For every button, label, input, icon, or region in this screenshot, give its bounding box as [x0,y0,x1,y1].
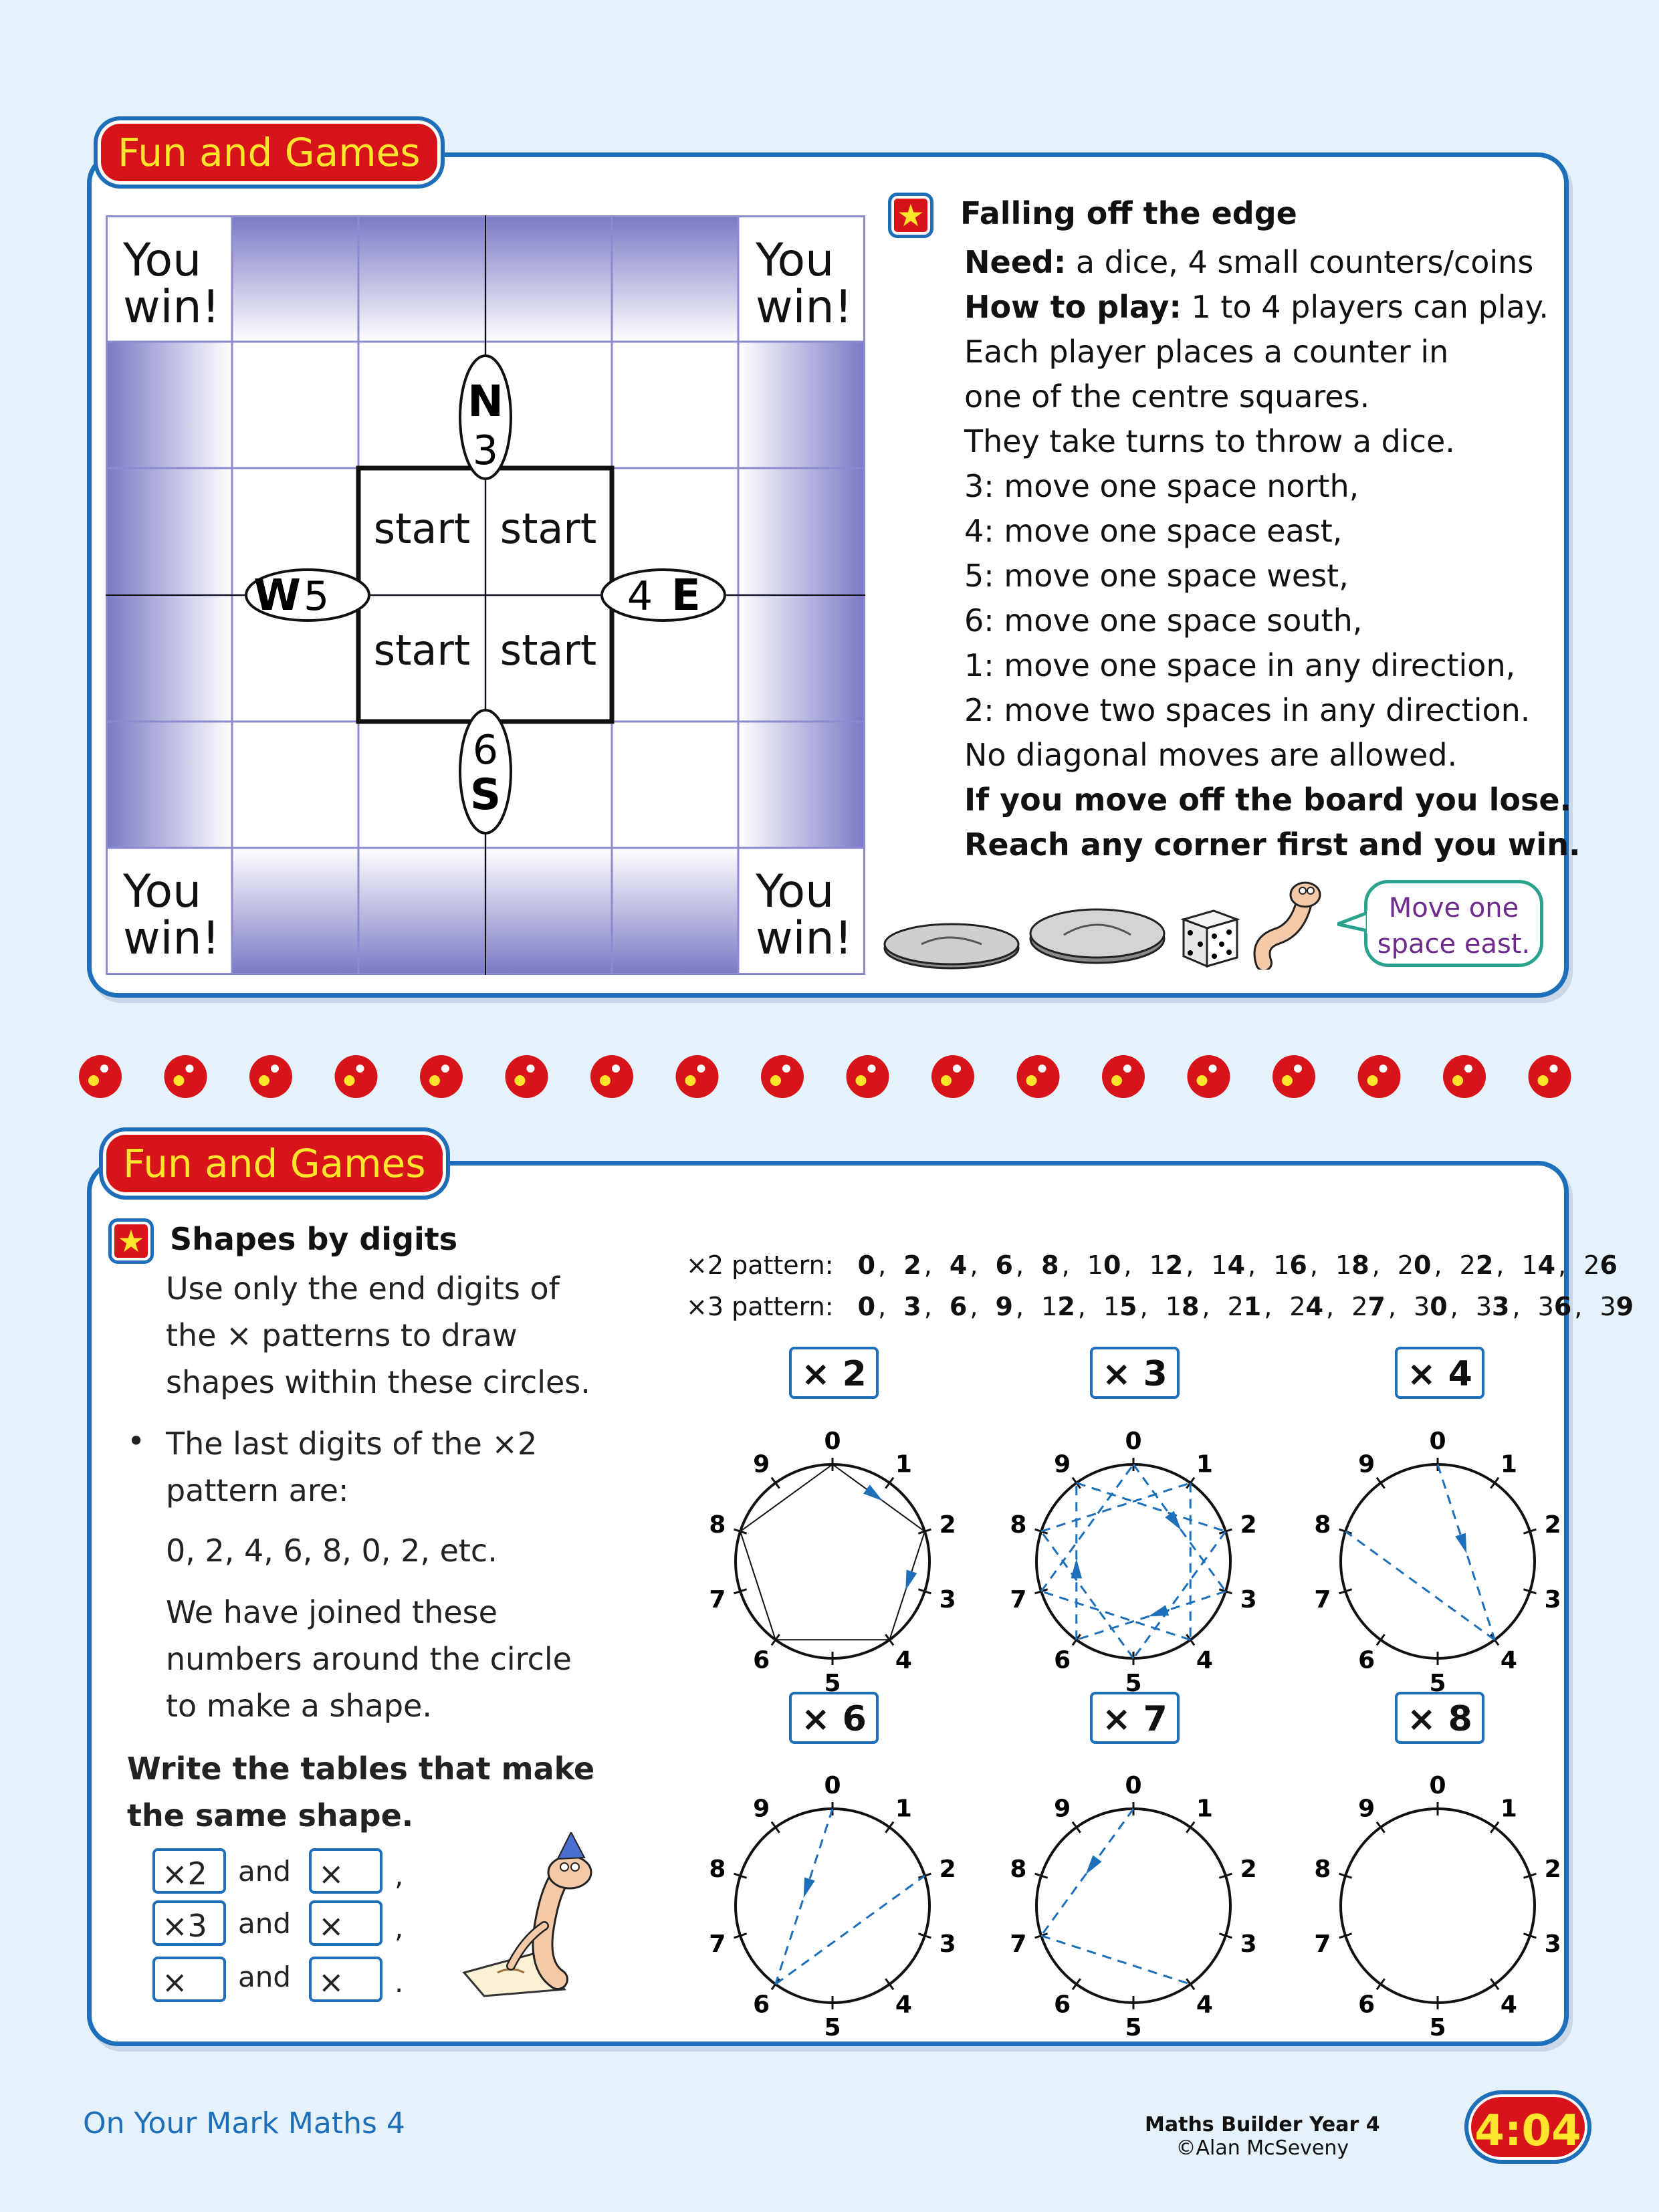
top-tab-label: Fun and Games [94,116,445,189]
rule-line: Each player places a counter in [964,334,1449,370]
pattern-x3 [686,1292,1636,1321]
compass-west-letter: W [253,571,301,621]
corner-label: You [756,865,835,918]
divider-dot [1529,1055,1571,1098]
digit-circles [709,1404,1565,2046]
table-label-x3: × 3 [1090,1347,1180,1399]
dot-divider [74,1050,1591,1103]
pattern-value: 26 [1583,1250,1618,1280]
game-instructions [960,191,1581,867]
pattern-x3-values: 0 , 3 , 6 , 9 , 12 , 15 , 18 , 21 , 24 , 27 , 30 , 33 , 36 , 39 [857,1292,1634,1321]
answer-box-left[interactable]: ×2 [152,1848,226,1894]
divider-dot [506,1055,548,1098]
intro-text [166,1265,590,1406]
separator: . [395,1966,404,1999]
joined-line: to make a shape. [166,1688,432,1724]
circle-digit: 8 [709,1511,726,1539]
circle-digit: 1 [895,1450,912,1478]
bullet-line: pattern are: [166,1472,349,1509]
divider-dot [1102,1055,1145,1098]
drawing-worm-icon [457,1832,645,1999]
digit-circle [1314,1428,1561,1697]
divider-dot [847,1055,889,1098]
digit-circle [709,1428,956,1697]
corner-label: You [123,865,202,918]
circle-digit: 5 [1125,1670,1142,1697]
separator: , [395,1911,404,1944]
compass-east-number: 4 [627,573,653,620]
circle-digit: 5 [1125,2014,1142,2041]
bullet-text [166,1420,537,1514]
divider-dot [676,1055,719,1098]
circle-digit: 3 [1544,1585,1561,1614]
compass-south-number: 6 [472,727,499,774]
circle-digit: 3 [939,1585,956,1614]
circle-digit: 2 [939,1856,956,1884]
answer-box-right[interactable]: × [309,1900,382,1946]
digit-circle [709,1772,956,2041]
corner-label: win! [123,281,220,334]
compass-north-letter: N [467,377,504,427]
pattern-value: 20 [1397,1250,1432,1280]
intro-line: shapes within these circles. [166,1364,590,1400]
circle-digit: 2 [939,1511,956,1539]
rule-line: 6: move one space south, [964,602,1363,639]
pattern-value: 14 [1521,1250,1556,1280]
circle-digit: 9 [1358,1450,1375,1478]
divider-dot [79,1055,122,1098]
pattern-value: 24 [1289,1292,1324,1321]
divider-dot [1188,1055,1230,1098]
intro-line: Use only the end digits of [166,1270,560,1307]
pattern-value: 27 [1351,1292,1386,1321]
circle-digit: 1 [1196,1450,1213,1478]
task-line: Write the tables that make [127,1751,595,1787]
footer-copyright: ©Alan McSeveny [1176,2136,1349,2160]
circle-digit: 8 [1314,1856,1331,1884]
circle-digit: 4 [1196,1646,1213,1674]
circle-digit: 8 [1314,1511,1331,1539]
circle-digit: 4 [895,1991,912,2019]
how-line [964,285,1580,330]
speech-bubble [1364,880,1543,967]
speech-line: Move one [1388,893,1519,923]
table-label-x4: × 4 [1395,1347,1484,1399]
speech-tail [1337,909,1371,936]
pattern-value: 22 [1459,1250,1494,1280]
circle-digit: 9 [1054,1795,1071,1823]
how-text: 1 to 4 players can play. [1181,289,1549,325]
compass-east-letter: E [671,571,701,621]
coin-icon [1027,900,1168,967]
pattern-value: 21 [1227,1292,1262,1321]
circle-digit: 2 [1240,1511,1257,1539]
divider-dot [590,1055,633,1098]
pattern-value: 6 [995,1250,1013,1280]
game-title: Falling off the edge [960,195,1297,231]
footer-book-info [1145,2113,1380,2160]
shapes-title: Shapes by digits [170,1221,458,1257]
circle-digit: 7 [1010,1585,1027,1614]
separator: , [395,1859,404,1892]
pattern-value: 18 [1335,1250,1369,1280]
circle-digit: 3 [1240,1930,1257,1958]
circle-digit: 9 [753,1450,770,1478]
digit-circle [1010,1428,1256,1697]
rule-line: 4: move one space east, [964,513,1343,549]
circle-digit: 1 [895,1795,912,1823]
coin-icon [881,917,1022,971]
rule-line: 1: move one space in any direction, [964,647,1516,683]
need-line [964,240,1580,285]
pattern-value: 14 [1211,1250,1246,1280]
pattern-value: 10 [1087,1250,1121,1280]
rule-bold-line: If you move off the board you lose. [964,782,1572,818]
task-text [127,1745,594,1839]
circle-digit: 8 [1010,1511,1027,1539]
divider-dot [1443,1055,1486,1098]
and-label: and [238,1855,292,1888]
pattern-x3-label: ×3 pattern: [686,1292,834,1321]
pattern-value: 3 [903,1292,921,1321]
start-label: start [500,504,597,553]
rule-line: 3: move one space north, [964,468,1359,504]
pattern-value: 0 [857,1250,876,1280]
bullet-line: The last digits of the ×2 [166,1426,538,1462]
circle-digit: 0 [824,1428,841,1455]
bullet-mark: • [127,1423,146,1459]
circle-digit: 7 [1314,1585,1331,1614]
compass-north-number: 3 [472,427,499,474]
circle-digit: 2 [1544,1511,1561,1539]
answer-box-left[interactable]: ×3 [152,1900,226,1946]
circle-digit: 6 [1054,1646,1071,1674]
digit-circle [1010,1772,1256,2041]
compass-west-number: 5 [304,573,330,620]
start-label: start [373,504,471,553]
corner-label: You [756,234,835,287]
footer-book: Maths Builder Year 4 [1145,2113,1380,2136]
star-icon: ★ [108,1218,154,1264]
rule-bold-line: Reach any corner first and you win. [964,826,1581,863]
circle-digit: 7 [1010,1930,1027,1958]
circle-digit: 1 [1196,1795,1213,1823]
circle-digit: 5 [1429,2014,1446,2041]
table-label-x7: × 7 [1090,1692,1180,1744]
pattern-value: 2 [903,1250,921,1280]
circle-digit: 7 [1314,1930,1331,1958]
circle-digit: 7 [709,1930,726,1958]
dice-icon [1177,903,1244,970]
divider-dot [1273,1055,1315,1098]
star-icon: ★ [888,193,933,238]
circle-digit: 3 [939,1930,956,1958]
circle-digit: 6 [1358,1991,1375,2019]
circle-digit: 9 [1358,1795,1375,1823]
page-number: 4:04 [1464,2090,1591,2164]
circle-digit: 0 [1125,1772,1142,1799]
how-label: How to play: [964,289,1182,325]
circle-digit: 0 [1125,1428,1142,1455]
intro-line: the × patterns to draw [166,1317,518,1353]
and-label: and [238,1961,292,1993]
rule-line: one of the centre squares. [964,378,1370,415]
corner-label: win! [123,912,220,965]
circle-digit: 4 [1500,1646,1517,1674]
circle-digit: 3 [1240,1585,1257,1614]
circle-digit: 9 [1054,1450,1071,1478]
circle-digit: 9 [753,1795,770,1823]
worm-icon [1250,869,1344,970]
pattern-value: 39 [1599,1292,1634,1321]
divider-dot [1358,1055,1401,1098]
circle-digit: 3 [1544,1930,1561,1958]
and-label: and [238,1907,292,1940]
circle-digit: 4 [895,1646,912,1674]
pattern-value: 16 [1273,1250,1307,1280]
circle-digit: 0 [1429,1772,1446,1799]
corner-label: win! [756,281,853,334]
compass-south-letter: S [469,770,502,820]
speech-line: space east. [1377,929,1531,960]
pattern-x2 [686,1250,1620,1280]
divider-dot [420,1055,463,1098]
table-label-x2: × 2 [789,1347,879,1399]
pattern-value: 30 [1414,1292,1448,1321]
footer-series: On Your Mark Maths 4 [83,2106,405,2140]
circle-digit: 1 [1500,1450,1517,1478]
task-line: the same shape. [127,1797,414,1834]
pattern-x2-values: 0 , 2 , 4 , 6 , 8 , 10 , 12 , 14 , 16 , 18 , 20 , 22 , 14 , 26 [857,1250,1618,1280]
joined-line: numbers around the circle [166,1641,572,1677]
divider-dot [249,1055,292,1098]
circle-digit: 5 [824,2014,841,2041]
rule-line: 2: move two spaces in any direction. [964,692,1531,728]
need-label: Need: [964,244,1067,280]
answer-box-left[interactable]: × [152,1957,226,2002]
circle-digit: 7 [709,1585,726,1614]
circle-digit: 0 [824,1772,841,1799]
pattern-value: 36 [1537,1292,1572,1321]
circle-digit: 6 [753,1991,770,2019]
corner-label: win! [756,912,853,965]
circle-digit: 4 [1500,1991,1517,2019]
joined-text [166,1589,572,1729]
divider-dot [761,1055,804,1098]
circle-digit: 6 [1054,1991,1071,2019]
table-label-x8: × 8 [1395,1692,1484,1744]
circle-digit: 0 [1429,1428,1446,1455]
rule-line: They take turns to throw a dice. [964,423,1455,459]
pattern-value: 4 [949,1250,968,1280]
rule-line: 5: move one space west, [964,558,1349,594]
divider-dot [1017,1055,1060,1098]
circle-digit: 2 [1544,1856,1561,1884]
pattern-value: 33 [1475,1292,1510,1321]
pattern-value: 6 [949,1292,968,1321]
circle-digit: 4 [1196,1991,1213,2019]
table-label-x6: × 6 [789,1692,879,1744]
digits-line: 0, 2, 4, 6, 8, 0, 2, etc. [166,1533,497,1569]
circle-digit: 6 [753,1646,770,1674]
circle-digit: 8 [1010,1856,1027,1884]
corner-label: You [123,234,202,287]
circle-digit: 2 [1240,1856,1257,1884]
game-board [106,215,865,975]
pattern-x2-label: ×2 pattern: [686,1250,834,1280]
rule-line: No diagonal moves are allowed. [964,737,1458,773]
start-label: start [500,626,597,675]
divider-dot [931,1055,974,1098]
joined-line: We have joined these [166,1594,497,1630]
pattern-value: 9 [995,1292,1013,1321]
pattern-value: 8 [1041,1250,1059,1280]
pattern-value: 12 [1041,1292,1075,1321]
answer-box-right[interactable]: × [309,1848,382,1894]
divider-dot [164,1055,207,1098]
circle-digit: 6 [1358,1646,1375,1674]
start-label: start [373,626,471,675]
circle-digit: 5 [1429,1670,1446,1697]
pattern-value: 12 [1149,1250,1184,1280]
digit-circle [1314,1772,1561,2041]
bottom-tab-label: Fun and Games [99,1127,450,1200]
circle-digit: 8 [709,1856,726,1884]
need-text: a dice, 4 small counters/coins [1066,244,1534,280]
pattern-value: 0 [857,1292,876,1321]
answer-box-right[interactable]: × [309,1957,382,2002]
divider-dot [335,1055,378,1098]
circle-digit: 1 [1500,1795,1517,1823]
pattern-value: 18 [1165,1292,1200,1321]
circle-digit: 5 [824,1670,841,1697]
pattern-value: 15 [1103,1292,1137,1321]
